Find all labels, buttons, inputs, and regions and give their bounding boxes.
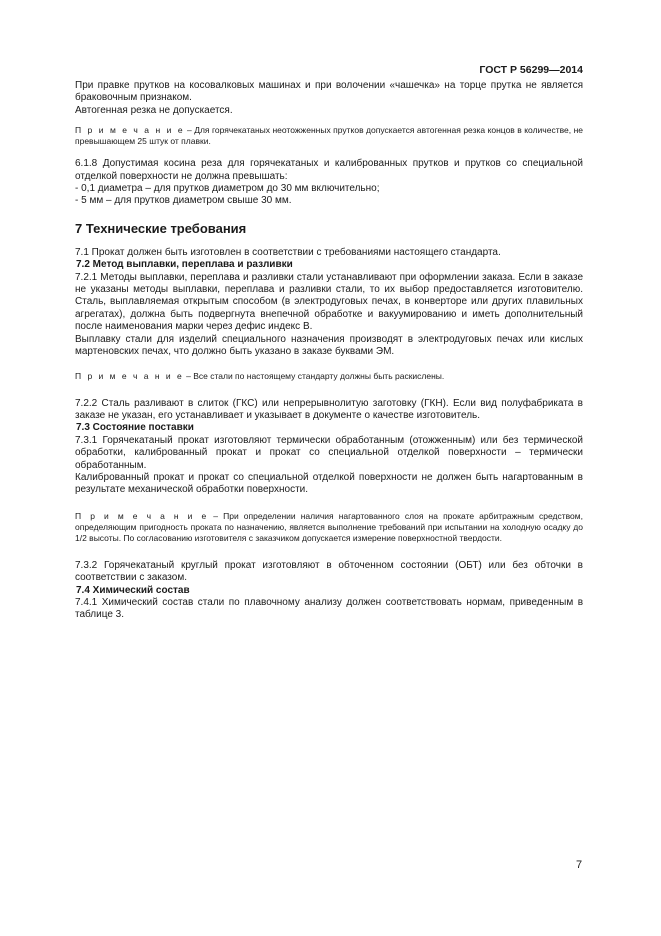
paragraph-autogenous-cutting xyxy=(75,105,583,117)
paragraph-text: 7.4.1 Химический состав стали по плавочному анализу должен соответствовать нормам, приведенным в таблице 3. xyxy=(75,596,583,621)
note-text: – Все стали по настоящему стандарту должны быть раскислены. xyxy=(183,370,445,381)
note-2 xyxy=(75,371,583,382)
paragraph-7-3-2 xyxy=(75,560,583,585)
paragraph-text: 7.3.2 Горячекатаный круглый прокат изготовляют в обточенном состоянии (ОБТ) или без обточки в соответствии с заказом. xyxy=(75,559,583,584)
section-7-heading: 7 Технические требования xyxy=(75,220,247,236)
paragraph-text: 7.2.2 Сталь разливают в слиток (ГКС) или непрерывнолитую заготовку (ГКН). Если вид полуфабриката в заказе не указан, его устанавливает и указывает в документе о качестве изготовитель. xyxy=(75,397,583,421)
page-number: 7 xyxy=(576,859,583,871)
note-label: П р и м е ч а н и е xyxy=(75,370,184,381)
paragraph-7-2-1b xyxy=(75,334,583,359)
note-label: П р и м е ч а н и е xyxy=(75,510,209,521)
paragraph-6-1-8 xyxy=(75,158,583,183)
paragraph-7-2-2 xyxy=(75,398,583,423)
paragraph-7-1 xyxy=(75,247,583,259)
note-text: – При определении наличия нагартованного слоя на прокате арбитражным средством, определяющим пригодность проката по назначению, является выполнение требований при испытании на холодную осадку до 1/2 высоты. По согласованию изготовителя с заказчиком допускается измерение поверхностной твердости. xyxy=(75,510,583,543)
paragraph-7-3-1b xyxy=(75,472,583,497)
note-1 xyxy=(75,125,583,147)
list-item-text: - 5 мм – для прутков диаметром свыше 30 мм. xyxy=(75,195,292,207)
list-item-2 xyxy=(75,195,583,207)
standard-header: ГОСТ Р 56299—2014 xyxy=(479,64,583,76)
paragraph-text: Калиброванный прокат и прокат со специальной отделкой поверхности не должен быть нагартованным в результате механической обработки поверхности. xyxy=(75,471,583,496)
list-item-1 xyxy=(75,183,583,195)
paragraph-text: Автогенная резка не допускается. xyxy=(75,104,233,116)
paragraph-text: 7.3.1 Горячекатаный прокат изготовляют термически обработанным (отожженным) или без термической обработки, калиброванный прокат и прокат со специальной отделкой поверхности – термически обработанным. xyxy=(75,434,583,471)
paragraph-text: Выплавку стали для изделий специального назначения производят в электродуговых печах или кислых мартеновских печах, что должно быть указано в заказе буквами ЭМ. xyxy=(75,333,583,358)
paragraph-text: При правке прутков на косовалковых машинах и при волочении «чашечка» на торце прутка не является браковочным признаком. xyxy=(75,80,583,104)
note-3 xyxy=(75,511,583,544)
paragraph-straightening xyxy=(75,80,583,105)
paragraph-text: 7.1 Прокат должен быть изготовлен в соответствии с требованиями настоящего стандарта. xyxy=(75,246,501,258)
paragraph-7-2-1 xyxy=(75,272,583,334)
note-text: – Для горячекатаных неотожженных прутков допускается автогенная резка концов в количестве, не превышающем 25 штук от плавки. xyxy=(75,125,583,147)
subsection-7-2-heading: 7.2 Метод выплавки, переплава и разливки xyxy=(76,259,293,271)
paragraph-7-3-1 xyxy=(75,435,583,472)
subsection-7-4-heading: 7.4 Химический состав xyxy=(76,584,190,596)
paragraph-7-4-1 xyxy=(75,597,583,622)
paragraph-text: 6.1.8 Допустимая косина реза для горячекатаных и калиброванных прутков и прутков со специальной отделкой поверхности не должна превышать: xyxy=(75,158,583,182)
note-label: П р и м е ч а н и е xyxy=(75,125,185,136)
paragraph-text: 7.2.1 Методы выплавки, переплава и разливки стали устанавливают при оформлении заказа. Если в заказе не указаны методы выплавки, переплава и разливки стали, то их выбор предоставляется изготовителю. Сталь, выплавляемая открытым способом (в электродуговых печах, в конверторе или других плавильных агрегатах), должна быть подвергнута внепечной обработке и вакуумированию и иметь дополнительный после наименования марки через дефис индекс В. xyxy=(75,271,583,333)
document-body xyxy=(75,80,583,622)
subsection-7-3-heading: 7.3 Состояние поставки xyxy=(76,422,194,434)
list-item-text: - 0,1 диаметра – для прутков диаметром до 30 мм включительно; xyxy=(75,183,380,195)
